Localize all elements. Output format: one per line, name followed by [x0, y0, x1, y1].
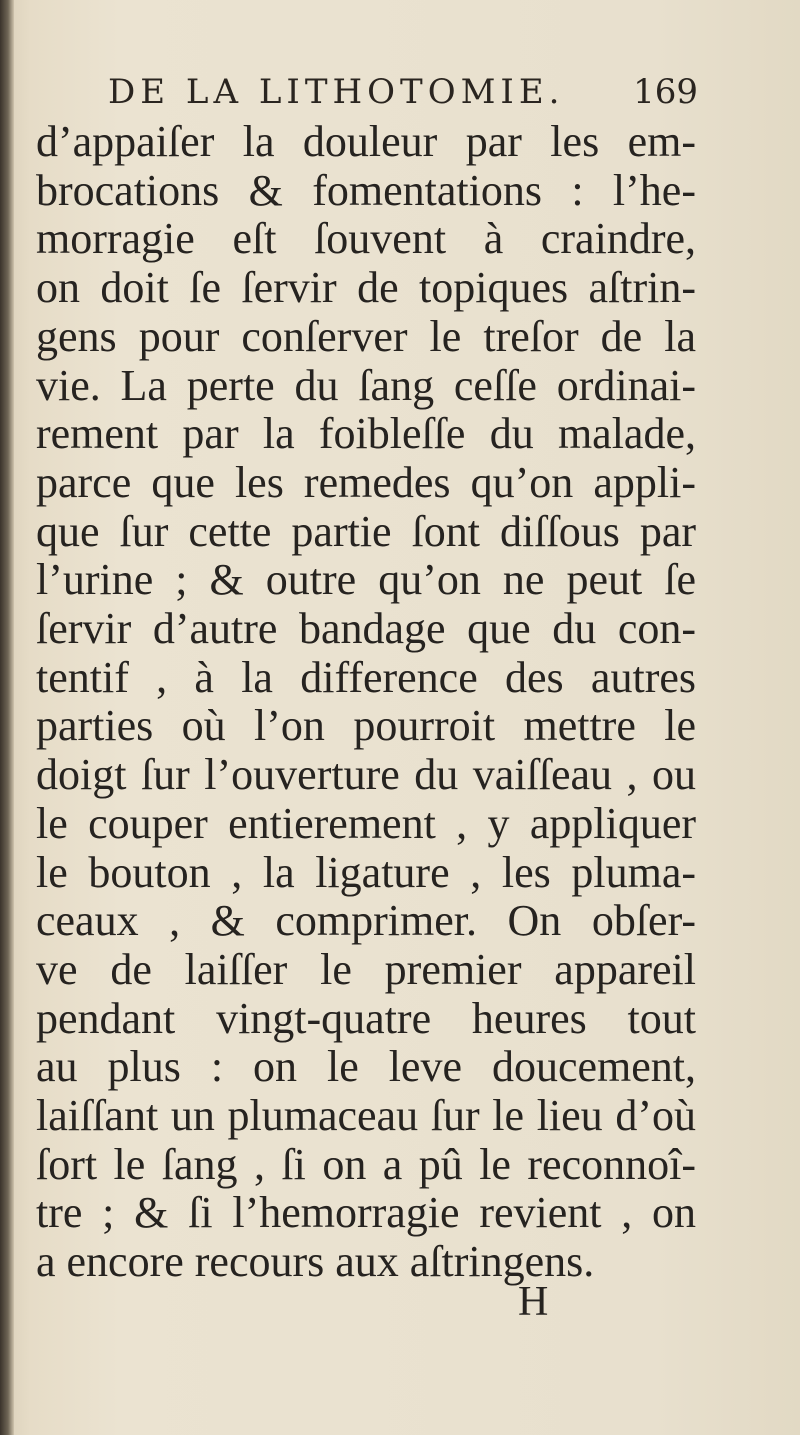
binding-edge [0, 0, 14, 1435]
text-line: brocations & fomentations : l’he- [36, 165, 696, 215]
text-line: ceaux , & comprimer. On obſer- [36, 896, 696, 946]
text-line: on doit ſe ſervir de topiques aſtrin- [36, 263, 696, 313]
text-line: parce que les remedes qu’on appli- [36, 457, 696, 507]
text-line: parties où l’on pourroit mettre le [36, 701, 696, 751]
text-line: le couper entierement , y appliquer [36, 798, 696, 848]
text-line: morragie eſt ſouvent à craindre, [36, 214, 696, 264]
body-text [36, 118, 696, 1287]
text-line: au plus : on le leve doucement, [36, 1042, 696, 1092]
signature-mark: H [518, 1279, 549, 1325]
text-line: doigt ſur l’ouverture du vaiſſeau , ou [36, 750, 696, 800]
text-line: ſervir d’autre bandage que du con- [36, 604, 696, 654]
text-line: pendant vingt-quatre heures tout [36, 993, 696, 1043]
text-line: vie. La perte du ſang ceſſe ordinai- [36, 360, 696, 410]
page-number: 169 [633, 72, 698, 112]
text-line: ſort le ſang , ſi on a pû le reconnoî- [36, 1139, 696, 1189]
text-line: a encore recours aux aſtringens. [36, 1237, 595, 1287]
text-line: laiſſant un plumaceau ſur le lieu d’où [36, 1091, 696, 1141]
text-line: gens pour conſerver le treſor de la [36, 311, 696, 361]
text-line: l’urine ; & outre qu’on ne peut ſe [36, 555, 696, 605]
text-line: que ſur cette partie ſont diſſous par [36, 506, 696, 556]
text-line: tentif , à la difference des autres [36, 652, 696, 702]
running-head [108, 72, 698, 122]
text-line: d’appaiſer la douleur par les em- [36, 117, 696, 166]
text-line: ve de laiſſer le premier appareil [36, 944, 696, 994]
text-line: tre ; & ſi l’hemorragie revient , on [36, 1188, 696, 1238]
running-title: DE LA LITHOTOMIE. [108, 72, 565, 112]
text-line: rement par la foibleſſe du malade, [36, 409, 696, 459]
text-line: le bouton , la ligature , les pluma- [36, 847, 696, 897]
